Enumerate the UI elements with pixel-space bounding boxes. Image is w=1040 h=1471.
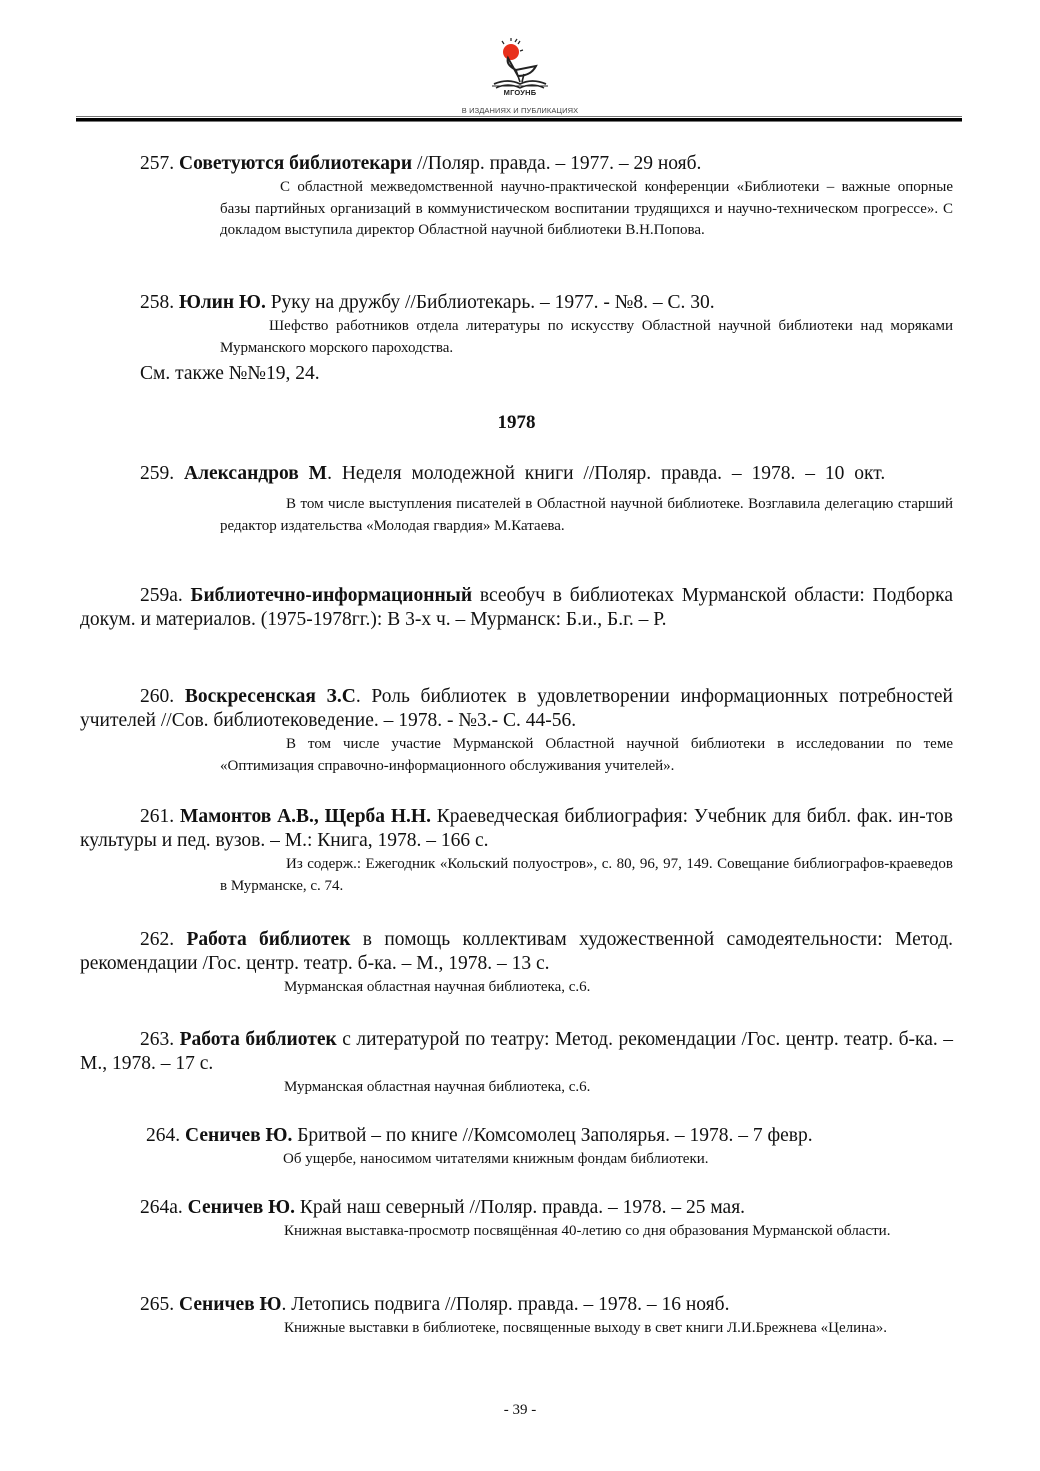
entry-author: Сеничев Ю	[179, 1294, 282, 1315]
bibliography-entry-262	[80, 928, 953, 999]
bibliography-entry-261	[80, 805, 953, 897]
page-header	[0, 0, 1040, 125]
entry-author: Работа библиотек	[186, 929, 351, 950]
see-also-note: См. также №№19, 24.	[140, 363, 320, 384]
entry-author: Мамонтов А.В., Щерба Н.Н.	[179, 806, 431, 827]
entry-annotation: В том числе участие Мурманской Областной научной библиотеки в исследовании по теме «Оптимизация справочно-информационного обслуживания учителей».	[220, 736, 953, 774]
bibliography-entry-264	[146, 1124, 953, 1171]
entry-details: . Роль библиотек в удовлетворении информационных потребностей учителей //Сов. библиотековедение. – 1978. - №3.- С. 44-56.	[80, 686, 953, 731]
entry-number: 264а.	[140, 1197, 183, 1218]
entry-citation	[80, 685, 953, 733]
bibliography-entry-264a	[140, 1196, 953, 1243]
entry-annotation: Шефство работников отдела литературы по искусству Областной научной библиотеки над моряками Мурманского морского пароходства.	[220, 318, 953, 356]
entry-details: Руку на дружбу //Библиотекарь. – 1977. - №8. – С. 30.	[265, 292, 715, 313]
header-tagline: В ИЗДАНИЯХ И ПУБЛИКАЦИЯХ	[461, 106, 579, 115]
entry-details: всеобуч в библиотеках Мурманской области: Подборка докум. и материалов. (1975-1978гг.): В 3-х ч. – Мурманск: Б.и., Б.г. – Р.	[80, 585, 953, 630]
entry-number: 263.	[140, 1029, 175, 1050]
entry-citation	[146, 1124, 953, 1148]
entry-details: . Летопись подвига //Поляр. правда. – 1978. – 16 нояб.	[281, 1294, 730, 1315]
entry-citation	[140, 1196, 953, 1220]
entry-number: 261.	[140, 806, 175, 827]
entry-citation	[140, 152, 953, 176]
header-rule-thin	[76, 121, 962, 122]
entry-citation	[80, 462, 953, 486]
entry-number: 259.	[140, 463, 175, 484]
entry-author: Библиотечно-информационный	[190, 585, 473, 606]
entry-details: с литературой по театру: Метод. рекомендации /Гос. центр. театр. б-ка. – М., 1978. – 17 с.	[80, 1029, 954, 1074]
year-heading: 1978	[497, 412, 536, 433]
bibliography-entry-257	[140, 152, 953, 242]
entry-number: 262.	[140, 929, 175, 950]
entry-annotation: С областной межведомственной научно-практической конференции «Библиотеки – важные опорные базы партийных организаций в коммунистическом воспитании трудящихся и научно-техническом прогрессе». С докладом выступила директор Областной научной библиотеки В.Н.Попова.	[220, 179, 953, 238]
entry-citation	[80, 1028, 953, 1076]
logo-name: МГОУНБ	[503, 88, 537, 97]
bibliography-entry-258	[140, 291, 953, 359]
entry-author: Советуются библиотекари	[179, 153, 413, 174]
entry-citation	[80, 805, 953, 853]
entry-citation	[80, 928, 953, 976]
entry-author: Александров М	[184, 463, 328, 484]
entry-annotation: Из содерж.: Ежегодник «Кольский полуостров», с. 80, 96, 97, 149. Совещание библиографов-краеведов в Мурманске, с. 74.	[220, 856, 953, 894]
entry-details: в помощь коллективам художественной самодеятельности: Метод. рекомендации /Гос. центр. театр. б-ка. – М., 1978. – 13 с.	[80, 929, 953, 974]
entry-citation	[80, 584, 953, 632]
entry-details: . Неделя молодежной книги //Поляр. правда. – 1978. – 10 окт.	[327, 463, 886, 484]
entry-author: Сеничев Ю.	[185, 1125, 293, 1146]
entry-details: Край наш северный //Поляр. правда. – 1978. – 25 мая.	[295, 1197, 746, 1218]
entry-annotation: Книжные выставки в библиотеке, посвященные выходу в свет книги Л.И.Брежнева «Целина».	[284, 1320, 888, 1336]
entry-annotation: Об ущербе, наносимом читателями книжным фондам библиотеки.	[283, 1151, 709, 1167]
entry-annotation: Мурманская областная научная библиотека, с.6.	[284, 1079, 591, 1095]
entry-number: 258.	[140, 292, 175, 313]
bibliography-entry-259	[80, 462, 953, 537]
page-number: - 39 -	[503, 1402, 537, 1418]
entry-annotation: Книжная выставка-просмотр посвящённая 40-летию со дня образования Мурманской области.	[284, 1223, 891, 1239]
entry-author: Сеничев Ю.	[187, 1197, 295, 1218]
entry-annotation: В том числе выступления писателей в Областной научной библиотеке. Возглавила делегацию старший редактор издательства «Молодая гвардия» М.Катаева.	[220, 496, 953, 534]
bibliography-entry-265	[140, 1293, 953, 1340]
entry-details: Краеведческая библиография: Учебник для библ. фак. ин-тов культуры и пед. вузов. – М.: Книга, 1978. – 166 с.	[80, 806, 953, 851]
entry-citation	[140, 1293, 953, 1317]
library-logo-icon	[484, 38, 556, 94]
entry-annotation: Мурманская областная научная библиотека, с.6.	[284, 979, 591, 995]
bibliography-entry-263	[80, 1028, 953, 1099]
entry-number: 264.	[146, 1125, 181, 1146]
entry-number: 265.	[140, 1294, 175, 1315]
bibliography-entry-259a	[80, 584, 953, 632]
entry-details: Бритвой – по книге //Комсомолец Заполярья. – 1978. – 7 февр.	[292, 1125, 813, 1146]
entry-details: //Поляр. правда. – 1977. – 29 нояб.	[412, 153, 702, 174]
entry-number: 260.	[140, 686, 175, 707]
entry-number: 259а.	[140, 585, 183, 606]
entry-citation	[140, 291, 953, 315]
entry-author: Воскресенская З.С	[184, 686, 356, 707]
bibliography-entry-260	[80, 685, 953, 777]
header-rule	[76, 116, 962, 117]
entry-number: 257.	[140, 153, 175, 174]
entry-author: Работа библиотек	[179, 1029, 337, 1050]
entry-author: Юлин Ю.	[179, 292, 266, 313]
